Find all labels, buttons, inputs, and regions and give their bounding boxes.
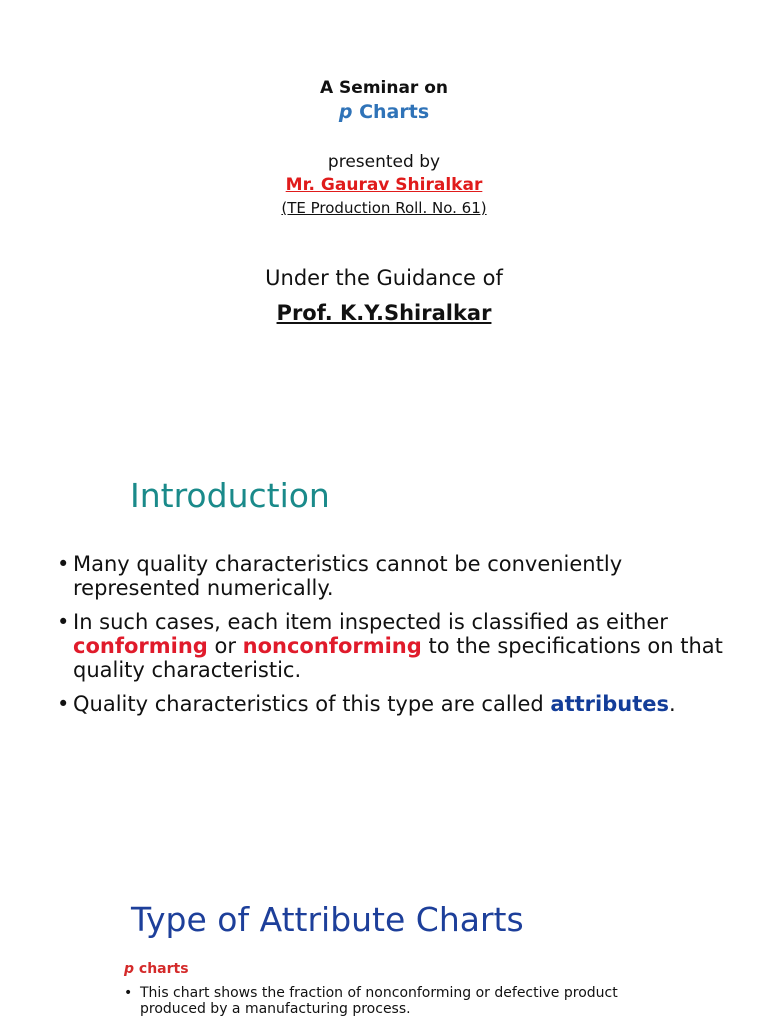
- list-item: [57, 552, 737, 600]
- bullet-text-pre: In such cases, each item inspected is classified as either: [73, 610, 668, 634]
- bullet-text-pre: Quality characteristics of this type are called: [73, 692, 551, 716]
- roll-line: [0, 199, 768, 217]
- charts-word: Charts: [359, 101, 430, 123]
- bullet-text-post: .: [669, 692, 676, 716]
- seminar-heading: A Seminar on: [319, 78, 449, 98]
- bullet-text: This chart shows the fraction of nonconforming or defective product produced by a manufacturing process.: [140, 985, 618, 1017]
- intro-title: Introduction: [130, 476, 330, 515]
- roll-number: (TE Production Roll. No. 61): [281, 199, 487, 217]
- list-item: [57, 692, 737, 716]
- bullet-icon: •: [57, 610, 70, 634]
- topic-title: [0, 101, 768, 123]
- p-charts-subheading: [124, 961, 189, 977]
- guide-line: [0, 301, 768, 325]
- guide-name: Prof. K.Y.Shiralkar: [276, 301, 492, 325]
- intro-bullet-list: [57, 552, 737, 726]
- types-title: Type of Attribute Charts: [131, 900, 524, 939]
- bullet-text-or: or: [207, 634, 243, 658]
- p-letter: p: [124, 961, 135, 977]
- p-letter: p: [338, 101, 353, 123]
- list-item: [57, 610, 737, 682]
- presented-by-label: presented by: [327, 152, 441, 172]
- bullet-icon: •: [124, 985, 133, 1001]
- bullet-icon: •: [57, 552, 70, 576]
- presenter-name: Mr. Gaurav Shiralkar: [285, 175, 483, 195]
- bullet-text-post: to the specifications on that quality characteristic.: [73, 634, 723, 682]
- presenter-line: [0, 175, 768, 195]
- bullet-icon: •: [57, 692, 70, 716]
- list-item: [124, 985, 684, 1017]
- guidance-label: Under the Guidance of: [265, 266, 503, 290]
- bullet-text: Many quality characteristics cannot be conveniently represented numerically.: [73, 552, 623, 600]
- attributes-term: attributes: [550, 692, 669, 716]
- conforming-term: conforming: [73, 634, 208, 658]
- nonconforming-term: nonconforming: [242, 634, 422, 658]
- types-bullet-list: [124, 985, 684, 1017]
- charts-word: charts: [134, 961, 189, 977]
